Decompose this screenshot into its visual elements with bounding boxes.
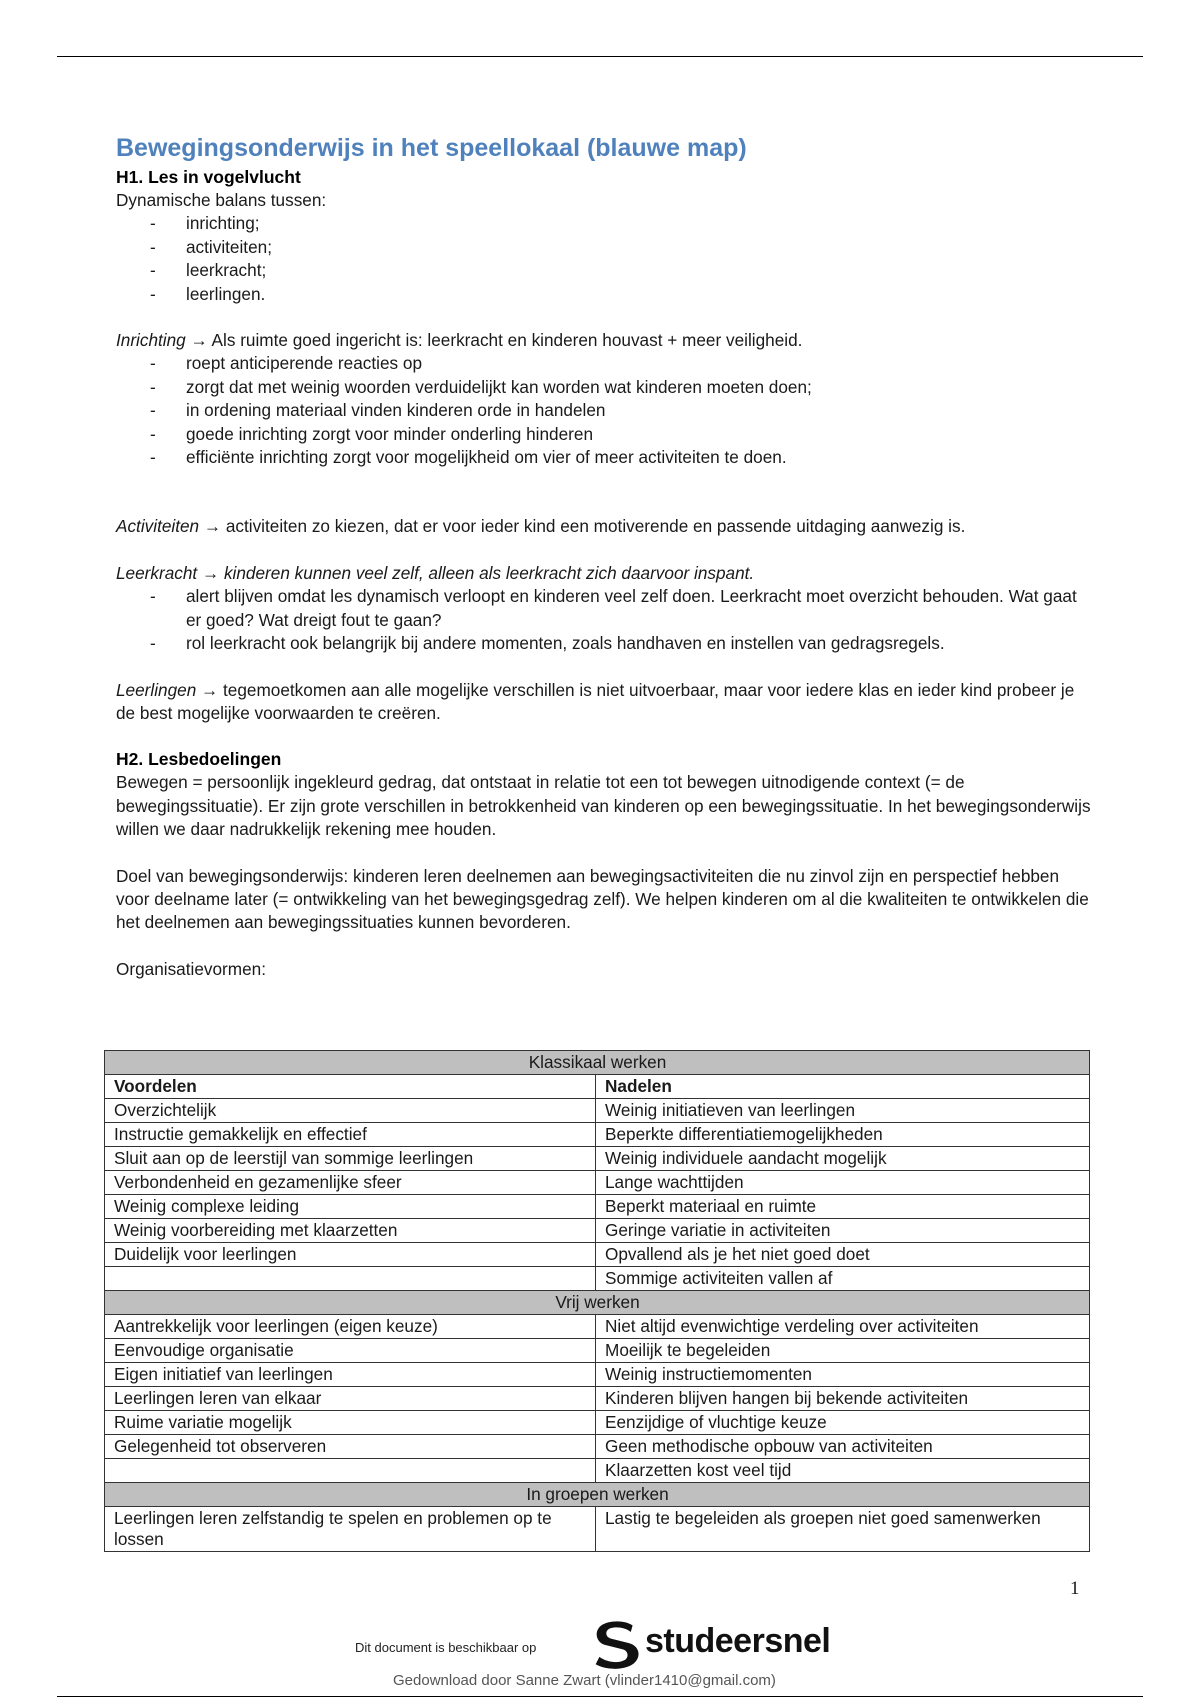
organisatievormen-label: Organisatievormen: (116, 958, 266, 979)
activiteiten-paragraph (116, 515, 1096, 538)
table-row (105, 1363, 1090, 1387)
table-row (105, 1171, 1090, 1195)
table-cell: Weinig initiatieven van leerlingen (596, 1099, 1090, 1123)
balance-intro: Dynamische balans tussen: (116, 190, 327, 210)
table-cell: Geringe variatie in activiteiten (596, 1219, 1090, 1243)
table-cell: Opvallend als je het niet goed doet (596, 1243, 1090, 1267)
column-header-nadelen: Nadelen (596, 1075, 1090, 1099)
table-cell: Klaarzetten kost veel tijd (596, 1459, 1090, 1483)
organisatievormen-table (104, 1050, 1090, 1552)
list-item: - leerkracht; (186, 259, 1096, 282)
table-row (105, 1243, 1090, 1267)
table-section-header (105, 1291, 1090, 1315)
table-row (105, 1411, 1090, 1435)
list-item: - efficiënte inrichting zorgt voor mogelijkheid om vier of meer activiteiten te doen. (186, 446, 1096, 469)
table-cell: Beperkt materiaal en ruimte (596, 1195, 1090, 1219)
term-leerlingen: Leerlingen (116, 679, 197, 700)
footer-rule (57, 1696, 1143, 1697)
table-cell: Niet altijd evenwichtige verdeling over activiteiten (596, 1315, 1090, 1339)
table-cell: Ruime variatie mogelijk (105, 1411, 596, 1435)
document-title: Bewegingsonderwijs in het speellokaal (blauwe map) (116, 134, 747, 162)
table-row (105, 1267, 1090, 1291)
table-cell: Weinig voorbereiding met klaarzetten (105, 1219, 596, 1243)
table-cell: Duidelijk voor leerlingen (105, 1243, 596, 1267)
document-body (116, 132, 1096, 981)
table-cell: Sluit aan op de leerstijl van sommige leerlingen (105, 1147, 596, 1171)
lesbedoelingen-paragraph-1: Bewegen = persoonlijk ingekleurd gedrag, dat ontstaat in relatie tot een tot bewegen uitnodigende context (= de bewegingssituatie). Er zijn grote verschillen in betrokkenheid van kinderen op een bewegingssituatie. In het bewegingsonderwijs willen we daar nadrukkelijk rekening mee houden. (116, 772, 1091, 840)
table-cell: Moeilijk te begeleiden (596, 1339, 1090, 1363)
table-cell: Eigen initiatief van leerlingen (105, 1363, 596, 1387)
table-row (105, 1459, 1090, 1483)
table-cell: Weinig instructiemomenten (596, 1363, 1090, 1387)
leerlingen-text: → tegemoetkomen aan alle mogelijke verschillen is niet uitvoerbaar, maar voor iedere klas en ieder kind probeer je de best mogelijke voorwaarden te creëren. (116, 679, 1075, 723)
term-inrichting: Inrichting (116, 330, 186, 351)
column-header-voordelen: Voordelen (105, 1075, 596, 1099)
table-column-headers (105, 1075, 1090, 1099)
table-cell: Lastig te begeleiden als groepen niet goed samenwerken (596, 1507, 1090, 1552)
table-cell: Geen methodische opbouw van activiteiten (596, 1435, 1090, 1459)
term-leerkracht: Leerkracht (116, 562, 198, 583)
table-cell (105, 1267, 596, 1291)
table-cell (105, 1459, 596, 1483)
balance-list (116, 212, 1096, 306)
table-cell: Gelegenheid tot observeren (105, 1435, 596, 1459)
term-activiteiten: Activiteiten (116, 516, 200, 537)
section-title-vrij: Vrij werken (105, 1291, 1090, 1315)
studeersnel-logo-icon[interactable] (592, 1618, 640, 1670)
section-title-groepen: In groepen werken (105, 1483, 1090, 1507)
list-item: - activiteiten; (186, 236, 1096, 259)
table-section-header (105, 1051, 1090, 1075)
leerlingen-paragraph (116, 679, 1096, 726)
table-row (105, 1123, 1090, 1147)
table-cell: Beperkte differentiatiemogelijkheden (596, 1123, 1090, 1147)
table-cell: Kinderen blijven hangen bij bekende activiteiten (596, 1387, 1090, 1411)
table-cell: Eenzijdige of vluchtige keuze (596, 1411, 1090, 1435)
section-heading-h1: H1. Les in vogelvlucht (116, 167, 301, 187)
lesbedoelingen-paragraph-2: Doel van bewegingsonderwijs: kinderen leren deelnemen aan bewegingsactiviteiten die nu zinvol zijn en perspectief hebben voor deelname later (= ontwikkeling van het bewegingsgedrag zelf). We helpen kinderen om al die kwaliteiten te ontwikkelen die het deelnemen aan bewegingssituaties kunnen bevorderen. (116, 865, 1089, 933)
list-item: - alert blijven omdat les dynamisch verloopt en kinderen veel zelf doen. Leerkracht moet overzicht behouden. Wat gaat er goed? Wat dreigt fout te gaan? (186, 585, 1096, 632)
table-cell: Eenvoudige organisatie (105, 1339, 596, 1363)
list-item: - zorgt dat met weinig woorden verduidelijkt kan worden wat kinderen moeten doen; (186, 376, 1096, 399)
studeersnel-brand[interactable]: studeersnel (645, 1622, 831, 1660)
table-cell: Verbondenheid en gezamenlijke sfeer (105, 1171, 596, 1195)
table-cell: Leerlingen leren van elkaar (105, 1387, 596, 1411)
table-row (105, 1435, 1090, 1459)
list-item: - inrichting; (186, 212, 1096, 235)
table-cell: Weinig complexe leiding (105, 1195, 596, 1219)
table-row (105, 1099, 1090, 1123)
list-item: - rol leerkracht ook belangrijk bij andere momenten, zoals handhaven en instellen van gedragsregels. (186, 632, 1096, 655)
availability-text: Dit document is beschikbaar op (355, 1640, 537, 1655)
inrichting-list (116, 352, 1096, 469)
inrichting-paragraph (116, 329, 1096, 352)
table-cell: Sommige activiteiten vallen af (596, 1267, 1090, 1291)
inrichting-text: → Als ruimte goed ingericht is: leerkracht en kinderen houvast + meer veiligheid. (185, 330, 803, 351)
table-cell: Instructie gemakkelijk en effectief (105, 1123, 596, 1147)
activiteiten-text: → activiteiten zo kiezen, dat er voor ieder kind een motiverende en passende uitdaging aanwezig is. (199, 516, 966, 537)
table-cell: Overzichtelijk (105, 1099, 596, 1123)
table-row (105, 1147, 1090, 1171)
table-row (105, 1219, 1090, 1243)
list-item: - roept anticiperende reacties op (186, 352, 1096, 375)
list-item: - in ordening materiaal vinden kinderen orde in handelen (186, 399, 1096, 422)
table-cell: Aantrekkelijk voor leerlingen (eigen keuze) (105, 1315, 596, 1339)
list-item: - leerlingen. (186, 283, 1096, 306)
table-row (105, 1339, 1090, 1363)
table-row (105, 1387, 1090, 1411)
table-row (105, 1507, 1090, 1552)
list-item: - goede inrichting zorgt voor minder onderling hinderen (186, 423, 1096, 446)
section-heading-h2: H2. Lesbedoelingen (116, 749, 282, 770)
table-cell: Lange wachttijden (596, 1171, 1090, 1195)
table-cell: Leerlingen leren zelfstandig te spelen en problemen op te lossen (105, 1507, 596, 1552)
downloaded-by-text: Gedownload door Sanne Zwart (vlinder1410@gmail.com) (393, 1672, 776, 1689)
leerkracht-paragraph (116, 562, 1096, 585)
table-section-header (105, 1483, 1090, 1507)
table-cell: Weinig individuele aandacht mogelijk (596, 1147, 1090, 1171)
header-rule (57, 56, 1143, 57)
leerkracht-text: → kinderen kunnen veel zelf, alleen als leerkracht zich daarvoor inspant. (197, 562, 755, 583)
section-title-klassikaal: Klassikaal werken (105, 1051, 1090, 1075)
table-row (105, 1195, 1090, 1219)
page-number: 1 (1070, 1578, 1080, 1599)
table-row (105, 1315, 1090, 1339)
leerkracht-list (116, 585, 1096, 655)
